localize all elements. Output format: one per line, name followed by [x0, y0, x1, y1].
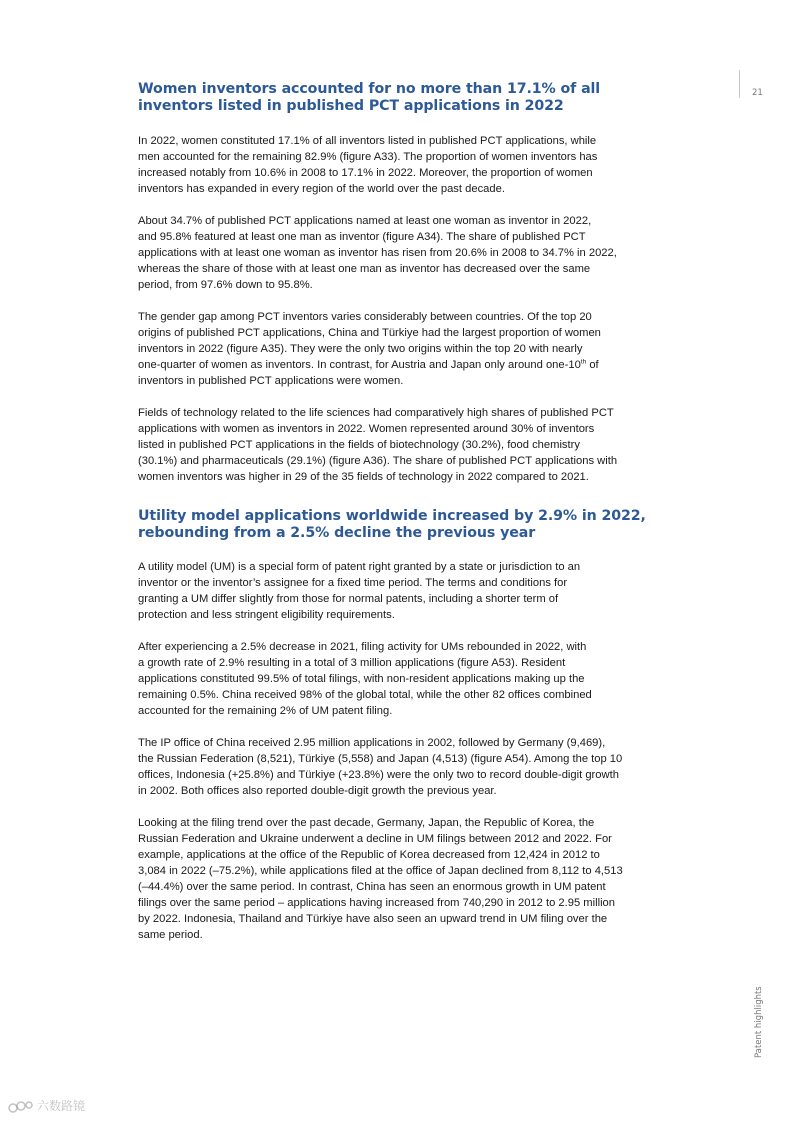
- text-line: About 34.7% of published PCT applications named at least one woman as inventor in 2022,: [138, 215, 592, 227]
- watermark-text: 六数路镜: [37, 1099, 86, 1113]
- text-line: protection and less stringent eligibility requirements.: [138, 609, 395, 621]
- text-line: filings over the same period – applications having increased from 740,290 in 2012 to 2.95 million: [138, 897, 615, 909]
- text-line: whereas the share of those with at least one man as inventor has decreased over the same: [138, 263, 591, 275]
- text-line: The IP office of China received 2.95 million applications in 2002, followed by Germany (9,469),: [138, 737, 606, 749]
- paragraph: [138, 735, 660, 799]
- heading-line: Utility model applications worldwide increased by 2.9% in 2022,: [138, 508, 646, 524]
- text-line: men accounted for the remaining 82.9% (figure A33). The proportion of women inventors has: [138, 151, 598, 163]
- heading-line: inventors listed in published PCT applications in 2022: [138, 97, 564, 114]
- page-number: 21: [752, 88, 763, 98]
- paragraph: [138, 815, 660, 943]
- text-line-with-superscript: [138, 357, 660, 373]
- text-line: offices, Indonesia (+25.8%) and Türkiye (+23.8%) were the only two to record double-digit growth: [138, 769, 619, 781]
- paragraph: [138, 405, 660, 485]
- section-heading-utility-models: [138, 508, 660, 541]
- text-line: applications constituted 99.5% of total filings, with non-resident applications making up the: [138, 673, 585, 685]
- text-line: Fields of technology related to the life sciences had comparatively high shares of published PCT: [138, 407, 614, 419]
- header-divider: [739, 70, 740, 98]
- text-fragment: of: [586, 359, 599, 371]
- paragraph: [138, 213, 660, 293]
- text-line: origins of published PCT applications, China and Türkiye had the largest proportion of women: [138, 327, 601, 339]
- heading-line: Women inventors accounted for no more than 17.1% of all: [138, 81, 601, 97]
- page-content: [138, 81, 660, 943]
- text-line: in 2002. Both offices also reported double-digit growth the previous year.: [138, 785, 497, 797]
- text-line: After experiencing a 2.5% decrease in 2021, filing activity for UMs rebounded in 2022, with: [138, 641, 587, 653]
- text-line: applications with women as inventors in 2022. Women represented around 30% of inventors: [138, 423, 595, 435]
- superscript: th: [580, 358, 587, 366]
- text-line: The gender gap among PCT inventors varies considerably between countries. Of the top 20: [138, 311, 592, 323]
- text-line: In 2022, women constituted 17.1% of all inventors listed in published PCT applications, while: [138, 135, 597, 147]
- heading-line: rebounding from a 2.5% decline the previous year: [138, 524, 536, 541]
- text-line: A utility model (UM) is a special form of patent right granted by a state or jurisdiction to an: [138, 561, 581, 573]
- paragraph: [138, 559, 660, 623]
- text-line: inventors in 2022 (figure A35). They were the only two origins within the top 20 with nearly: [138, 343, 583, 355]
- section-heading-women-inventors: [138, 81, 660, 114]
- paragraph: [138, 309, 660, 389]
- text-line: example, applications at the office of the Republic of Korea decreased from 12,424 in 2012 to: [138, 849, 600, 861]
- text-line: increased notably from 10.6% in 2008 to 17.1% in 2022. Moreover, the proportion of women: [138, 167, 593, 179]
- text-line: Russian Federation and Ukraine underwent a decline in UM filings between 2012 and 2022. For: [138, 833, 612, 845]
- text-line: listed in published PCT applications in the fields of biotechnology (30.2%), food chemistry: [138, 439, 580, 451]
- text-line: (30.1%) and pharmaceuticals (29.1%) (figure A36). The share of published PCT applications with: [138, 455, 618, 467]
- text-line: applications with at least one woman as inventor has risen from 20.6% in 2008 to 34.7% in 2022,: [138, 247, 617, 259]
- text-line: women inventors was higher in 29 of the 35 fields of technology in 2022 compared to 2021.: [138, 471, 589, 483]
- text-line: 3,084 in 2022 (–75.2%), while applications filed at the office of Japan declined from 8,112 to 4,513: [138, 865, 623, 877]
- text-line: remaining 0.5%. China received 98% of the global total, while the other 82 offices combined: [138, 689, 592, 701]
- text-line: same period.: [138, 929, 203, 941]
- text-line: and 95.8% featured at least one man as inventor (figure A34). The share of published PCT: [138, 231, 586, 243]
- text-line: period, from 97.6% down to 95.8%.: [138, 279, 313, 291]
- text-line: a growth rate of 2.9% resulting in a total of 3 million applications (figure A53). Resident: [138, 657, 566, 669]
- text-line: Looking at the filing trend over the past decade, Germany, Japan, the Republic of Korea, the: [138, 817, 595, 829]
- paragraph: [138, 639, 660, 719]
- watermark-logo-icon: [8, 1100, 34, 1114]
- watermark: [8, 1097, 85, 1114]
- text-line: (–44.4%) over the same period. In contrast, China has seen an enormous growth in UM patent: [138, 881, 606, 893]
- text-line: inventor or the inventor’s assignee for a fixed time period. The terms and conditions for: [138, 577, 568, 589]
- text-line: inventors in published PCT applications were women.: [138, 375, 404, 387]
- text-line: the Russian Federation (8,521), Türkiye (5,558) and Japan (4,513) (figure A54). Among the top 10: [138, 753, 623, 765]
- text-line: accounted for the remaining 2% of UM patent filing.: [138, 705, 393, 717]
- text-line: inventors has expanded in every region of the world over the past decade.: [138, 183, 505, 195]
- side-section-label: Patent highlights: [754, 986, 764, 1058]
- text-line: by 2022. Indonesia, Thailand and Türkiye have also seen an upward trend in UM filing over the: [138, 913, 608, 925]
- text-line: granting a UM differ slightly from those for normal patents, including a shorter term of: [138, 593, 559, 605]
- paragraph: [138, 133, 660, 197]
- text-fragment: one-quarter of women as inventors. In contrast, for Austria and Japan only around one-10: [138, 359, 581, 371]
